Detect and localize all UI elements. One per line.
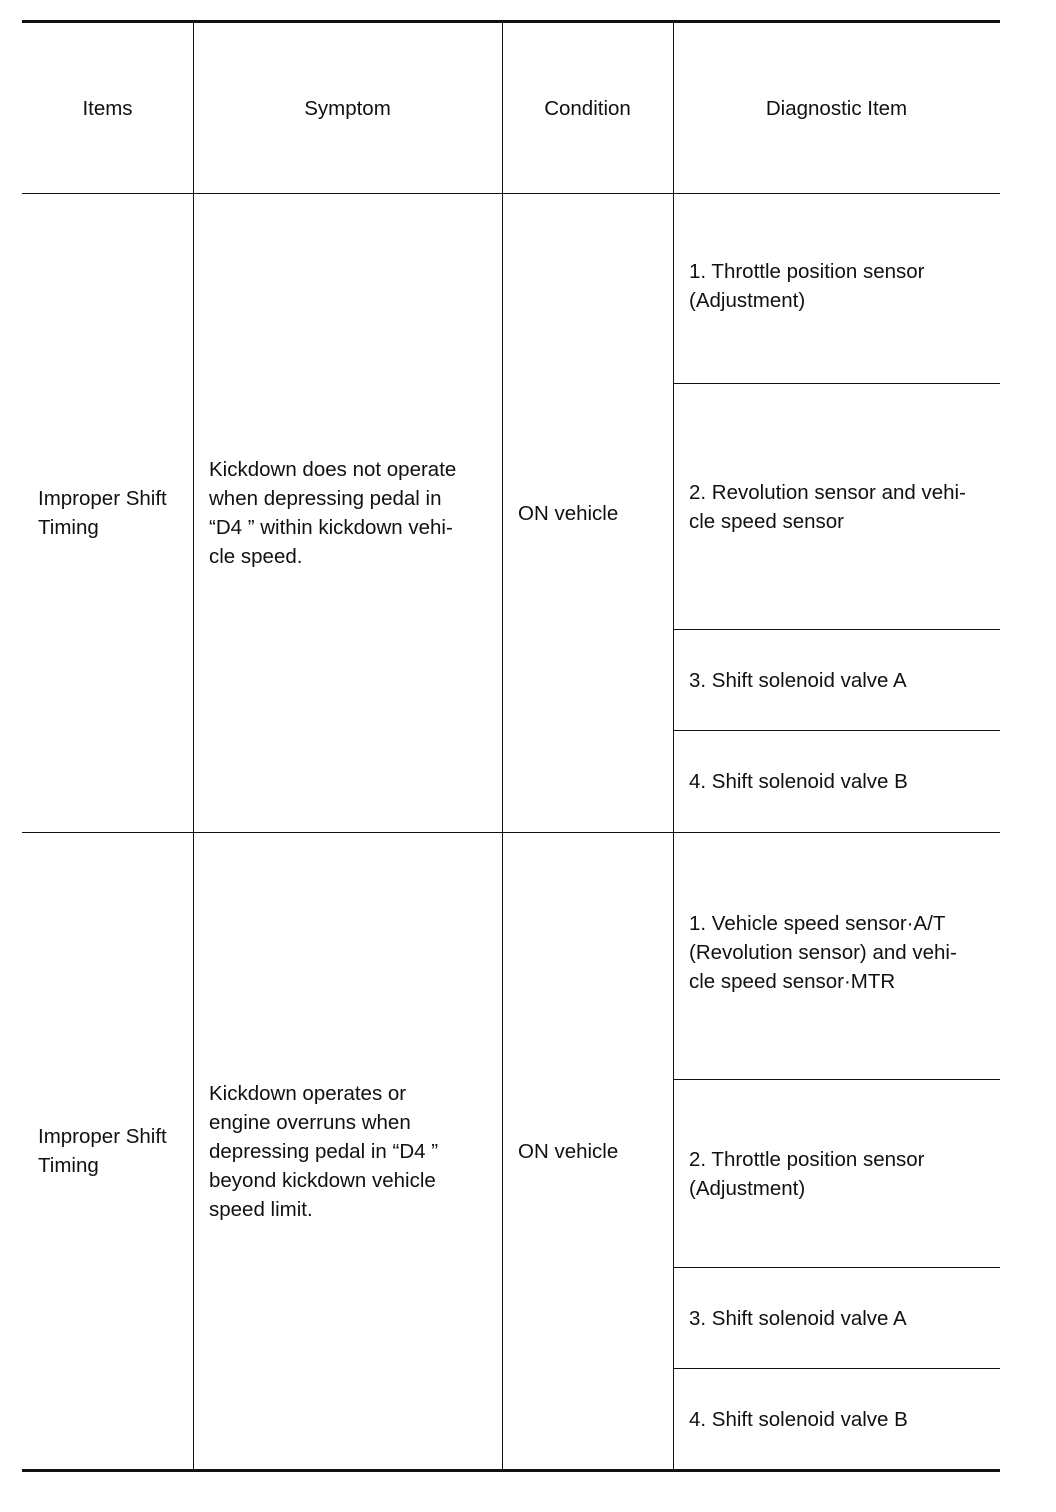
row2-item-line: Improper Shift [38,1125,167,1148]
row2-symptom-line: depressing pedal in “D4 ” [209,1139,439,1163]
row1-diag-4 [673,731,1000,832]
row1-symptom [193,194,502,832]
header-symptom-label: Symptom [304,96,391,120]
header-condition-label: Condition [544,96,631,120]
row1-diag-3 [673,630,1000,730]
row2-diag-4 [673,1369,1000,1469]
diag-line: 1. Throttle position sensor [689,260,925,283]
diag-line: cle speed sensor·MTR [689,970,896,993]
diagnostic-table [22,20,1000,1474]
row1-item-line: Timing [38,516,99,539]
row1-condition-text: ON vehicle [518,501,619,525]
diag-line: 3. Shift solenoid valve A [689,1306,907,1330]
header-items-label: Items [82,96,133,120]
row2-diag-3 [673,1268,1000,1368]
row1-symptom-line: “D4 ” within kickdown vehi- [209,516,453,539]
row2-condition-text: ON vehicle [518,1139,619,1163]
row1-symptom-line: cle speed. [209,545,303,568]
row2-item-line: Timing [38,1154,99,1177]
row2-symptom-line: beyond kickdown vehicle [209,1168,436,1192]
row2-symptom-line: speed limit. [209,1197,313,1221]
diag-line: (Revolution sensor) and vehi- [689,941,957,964]
header-symptom [193,23,502,193]
row2-symptom-line: engine overruns when [209,1110,411,1134]
row1-symptom-line: when depressing pedal in [209,487,442,510]
diag-line: (Adjustment) [689,1176,806,1200]
row1-symptom-line: Kickdown does not operate [209,458,457,481]
header-diagnostic-label: Diagnostic Item [765,96,908,120]
table-bottom-rule [22,1469,1000,1472]
header-items [22,23,193,193]
header-diagnostic [673,23,1000,193]
row2-symptom [193,833,502,1469]
diag-line: 4. Shift solenoid valve B [689,770,908,793]
row1-item-line: Improper Shift [38,487,167,510]
diag-line: (Adjustment) [689,289,806,312]
diag-line: 2. Revolution sensor and vehi- [689,480,966,504]
row2-diag-1 [673,909,1000,1079]
diag-line: cle speed sensor [689,509,844,533]
row2-diag-2 [673,1080,1000,1267]
row1-diag-2 [673,384,1000,629]
row2-item [22,833,193,1469]
row1-diag-1 [673,257,1000,383]
header-condition [502,23,673,193]
row1-condition [502,194,673,832]
diag-line: 1. Vehicle speed sensor·A/T [689,912,946,935]
row1-item [22,194,193,832]
diag-line: 3. Shift solenoid valve A [689,668,907,692]
diag-line: 2. Throttle position sensor [689,1147,925,1171]
row2-condition [502,833,673,1469]
row2-symptom-line: Kickdown operates or [209,1081,407,1105]
diag-line: 4. Shift solenoid valve B [689,1407,908,1431]
